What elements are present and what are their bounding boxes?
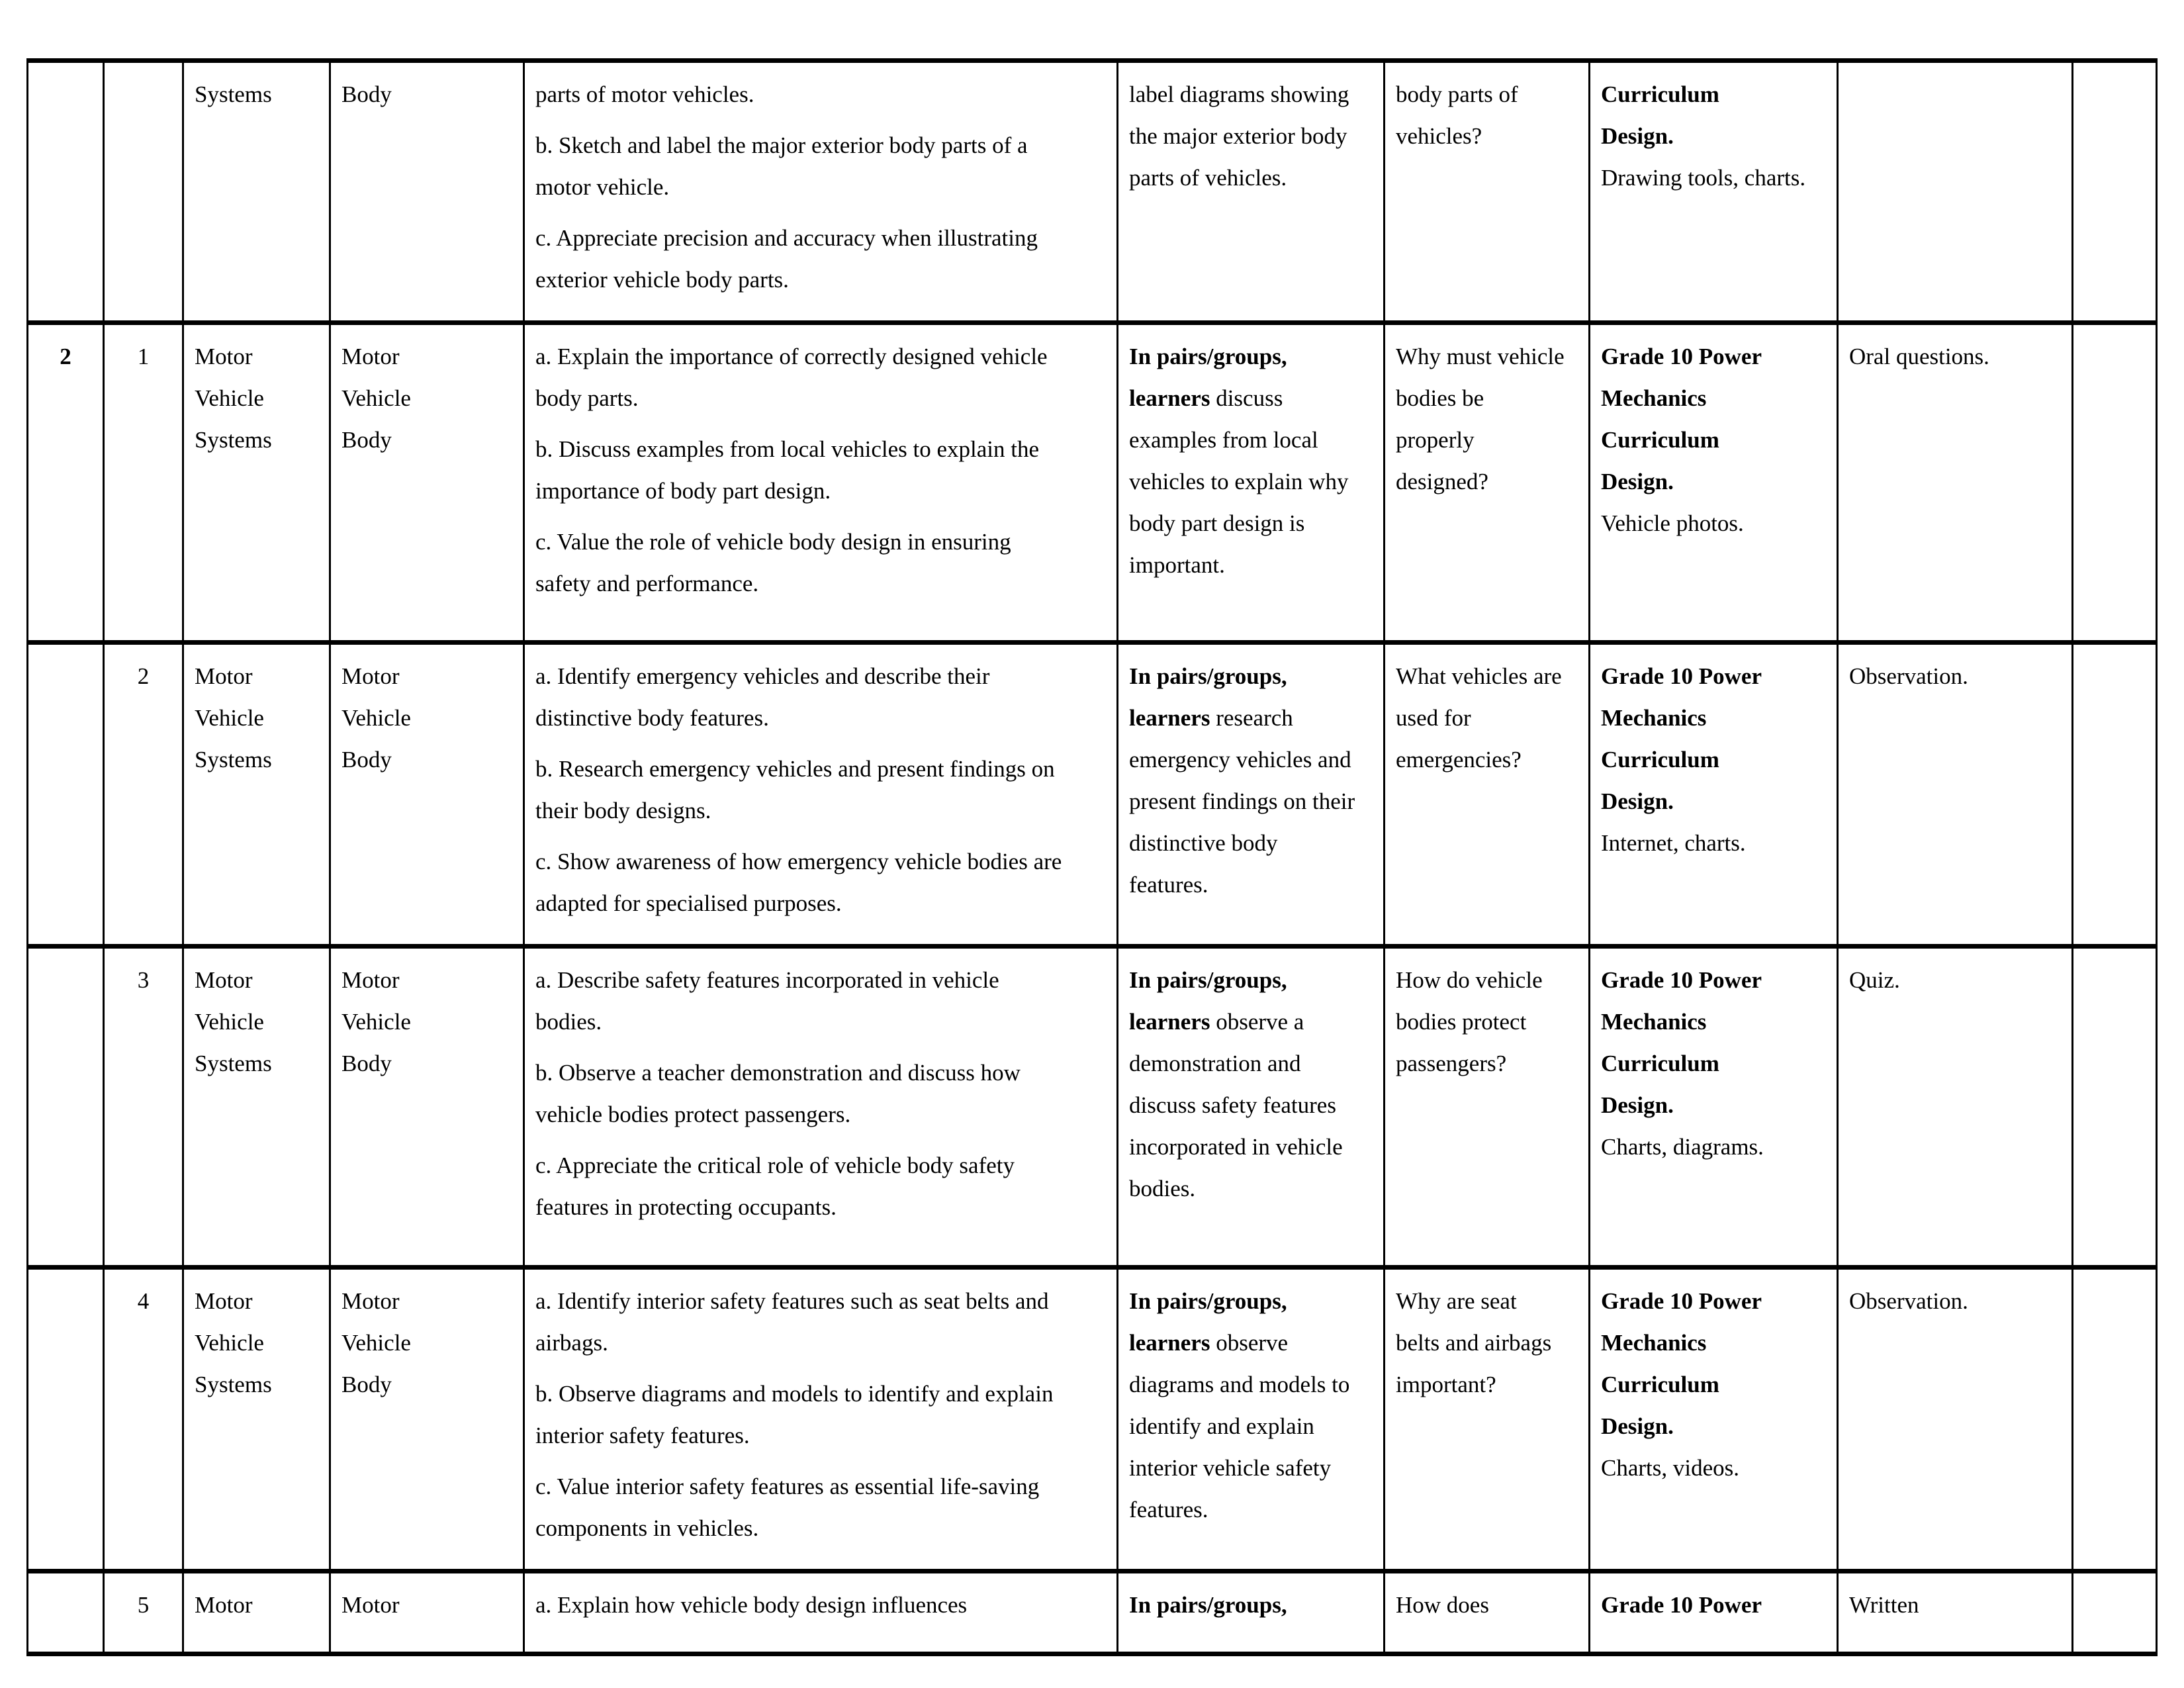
cell-inquiry: [1385, 323, 1590, 643]
lesson-number: 1: [137, 344, 150, 369]
resources-bold-line: Design.: [1601, 1092, 1674, 1118]
experiences-bold: In pairs/groups, learners: [1129, 663, 1287, 731]
experiences-rest: observe a demonstration and discuss safety features incorporated in vehicle bodies.: [1129, 1009, 1343, 1201]
assessment-text: Quiz.: [1849, 967, 1900, 993]
cell-strand: [183, 947, 330, 1268]
cell-remarks: [2073, 1571, 2157, 1654]
outcome-paragraph: b. Discuss examples from local vehicles to explain the importance of body part design.: [535, 436, 1040, 504]
strand-line: Systems: [195, 1051, 272, 1076]
resources-bold-line: Curriculum: [1601, 747, 1719, 773]
cell-lesson: [104, 61, 183, 323]
strand-line: Motor: [195, 344, 253, 369]
cell-strand: [183, 1571, 330, 1654]
experiences-paragraph: [1129, 336, 1357, 586]
lesson-number: 5: [137, 1592, 150, 1618]
resources-rest: Charts, videos.: [1601, 1455, 1740, 1481]
strand-line: Systems: [195, 1372, 272, 1397]
inquiry-question: Why are seat belts and airbags important?: [1396, 1288, 1552, 1397]
cell-resources: [1590, 61, 1838, 323]
substrand-line: Body: [341, 1051, 392, 1076]
strand-line: Systems: [195, 81, 272, 107]
substrand-line: Motor: [341, 663, 400, 689]
cell-lesson: [104, 1571, 183, 1654]
resources-bold-line: Grade 10 Power: [1601, 967, 1762, 993]
cell-inquiry: [1385, 643, 1590, 947]
resources-bold-line: Mechanics: [1601, 1330, 1707, 1356]
scheme-of-work-table: [26, 58, 2158, 1656]
resources-bold-line: Design.: [1601, 123, 1674, 149]
substrand-line: Vehicle: [341, 705, 411, 731]
experiences-rest: research emergency vehicles and present findings on their distinctive body features.: [1129, 705, 1355, 898]
cell-inquiry: [1385, 1268, 1590, 1571]
cell-outcomes: [524, 1571, 1118, 1654]
inquiry-question: How do vehicle bodies protect passengers?: [1396, 967, 1543, 1076]
cell-assessment: [1838, 323, 2073, 643]
strand-line: Motor: [195, 663, 253, 689]
experiences-bold: In pairs/groups, learners: [1129, 1288, 1287, 1356]
cell-resources: [1590, 323, 1838, 643]
outcome-paragraph: b. Observe diagrams and models to identify and explain interior safety features.: [535, 1381, 1054, 1448]
experiences-rest: label diagrams showing the major exterior body parts of vehicles.: [1129, 81, 1349, 191]
resources-rest: Vehicle photos.: [1601, 510, 1744, 536]
cell-outcomes: [524, 1268, 1118, 1571]
strand-line: Motor: [195, 967, 253, 993]
week-number: 2: [60, 344, 71, 369]
outcome-paragraph: b. Observe a teacher demonstration and discuss how vehicle bodies protect passengers.: [535, 1060, 1021, 1127]
lesson-number: 4: [137, 1288, 150, 1314]
cell-week: [28, 323, 104, 643]
cell-strand: [183, 61, 330, 323]
resources-bold-line: Grade 10 Power: [1601, 1592, 1762, 1618]
outcome-paragraph: c. Show awareness of how emergency vehicle bodies are adapted for specialised purposes.: [535, 849, 1062, 916]
substrand-line: Body: [341, 81, 392, 107]
resources-rest: Drawing tools, charts.: [1601, 165, 1806, 191]
resources-bold-line: Grade 10 Power: [1601, 663, 1762, 689]
resources-bold-line: Curriculum: [1601, 81, 1719, 107]
cell-lesson: [104, 323, 183, 643]
resources-bold-line: Design.: [1601, 469, 1674, 494]
cell-strand: [183, 1268, 330, 1571]
inquiry-question: How does: [1396, 1592, 1489, 1618]
substrand-line: Motor: [341, 967, 400, 993]
cell-experiences: [1118, 323, 1385, 643]
resources-bold-line: Grade 10 Power: [1601, 344, 1762, 369]
resources-bold-line: Grade 10 Power: [1601, 1288, 1762, 1314]
outcome-paragraph: b. Sketch and label the major exterior body parts of a motor vehicle.: [535, 132, 1028, 200]
cell-inquiry: [1385, 1571, 1590, 1654]
cell-substrand: [330, 1571, 524, 1654]
strand-line: Vehicle: [195, 1009, 264, 1035]
assessment-text: Observation.: [1849, 663, 1968, 689]
cell-lesson: [104, 643, 183, 947]
lesson-number: 2: [137, 663, 150, 689]
assessment-text: Observation.: [1849, 1288, 1968, 1314]
cell-assessment: [1838, 1268, 2073, 1571]
inquiry-question: body parts of vehicles?: [1396, 81, 1518, 149]
inquiry-question: Why must vehicle bodies be properly designed?: [1396, 344, 1565, 494]
strand-line: Motor: [195, 1288, 253, 1314]
outcome-paragraph: a. Identify emergency vehicles and describe their distinctive body features.: [535, 663, 990, 731]
cell-substrand: [330, 1268, 524, 1571]
cell-experiences: [1118, 1571, 1385, 1654]
substrand-line: Motor: [341, 1592, 400, 1618]
cell-week: [28, 947, 104, 1268]
resources-bold-line: Curriculum: [1601, 1051, 1719, 1076]
substrand-line: Body: [341, 747, 392, 773]
cell-remarks: [2073, 947, 2157, 1268]
experiences-paragraph: [1129, 1584, 1357, 1626]
strand-line: Motor: [195, 1592, 253, 1618]
cell-assessment: [1838, 947, 2073, 1268]
strand-line: Systems: [195, 427, 272, 453]
cell-experiences: [1118, 643, 1385, 947]
cell-remarks: [2073, 643, 2157, 947]
cell-week: [28, 1268, 104, 1571]
outcome-paragraph: c. Value interior safety features as essential life-saving components in vehicles.: [535, 1474, 1040, 1541]
outcome-paragraph: b. Research emergency vehicles and present findings on their body designs.: [535, 756, 1055, 823]
resources-rest: Internet, charts.: [1601, 830, 1746, 856]
resources-bold-line: Mechanics: [1601, 385, 1707, 411]
substrand-line: Body: [341, 427, 392, 453]
experiences-paragraph: [1129, 73, 1357, 199]
cell-substrand: [330, 61, 524, 323]
table-row: [28, 643, 2157, 947]
cell-resources: [1590, 1268, 1838, 1571]
strand-line: Vehicle: [195, 385, 264, 411]
outcome-paragraph: a. Explain how vehicle body design influences: [535, 1592, 968, 1618]
inquiry-question: What vehicles are used for emergencies?: [1396, 663, 1562, 773]
experiences-rest: discuss examples from local vehicles to explain why body part design is important.: [1129, 385, 1349, 578]
cell-outcomes: [524, 643, 1118, 947]
resources-bold-line: Design.: [1601, 788, 1674, 814]
strand-line: Vehicle: [195, 705, 264, 731]
substrand-line: Vehicle: [341, 385, 411, 411]
experiences-paragraph: [1129, 1280, 1357, 1530]
resources-bold-line: Mechanics: [1601, 705, 1707, 731]
table-row: [28, 1268, 2157, 1571]
resources-bold-line: Mechanics: [1601, 1009, 1707, 1035]
cell-outcomes: [524, 947, 1118, 1268]
cell-lesson: [104, 947, 183, 1268]
cell-strand: [183, 323, 330, 643]
experiences-bold: In pairs/groups, learners: [1129, 344, 1287, 411]
table-row: [28, 947, 2157, 1268]
outcome-paragraph: c. Appreciate the critical role of vehicle body safety features in protecting occupants.: [535, 1152, 1015, 1220]
experiences-paragraph: [1129, 655, 1357, 906]
cell-week: [28, 61, 104, 323]
outcome-paragraph: parts of motor vehicles.: [535, 81, 754, 107]
table-row: [28, 323, 2157, 643]
strand-line: Vehicle: [195, 1330, 264, 1356]
cell-resources: [1590, 643, 1838, 947]
cell-outcomes: [524, 61, 1118, 323]
table-row: [28, 61, 2157, 323]
assessment-text: Written: [1849, 1592, 1919, 1618]
lesson-number: 3: [137, 967, 150, 993]
cell-lesson: [104, 1268, 183, 1571]
cell-substrand: [330, 947, 524, 1268]
strand-line: Systems: [195, 747, 272, 773]
cell-week: [28, 643, 104, 947]
cell-inquiry: [1385, 61, 1590, 323]
outcome-paragraph: a. Identify interior safety features such as seat belts and airbags.: [535, 1288, 1049, 1356]
resources-bold-line: Curriculum: [1601, 427, 1719, 453]
resources-bold-line: Curriculum: [1601, 1372, 1719, 1397]
cell-remarks: [2073, 61, 2157, 323]
experiences-bold: In pairs/groups,: [1129, 1592, 1287, 1618]
cell-strand: [183, 643, 330, 947]
outcome-paragraph: a. Explain the importance of correctly designed vehicle body parts.: [535, 344, 1048, 411]
cell-substrand: [330, 643, 524, 947]
cell-experiences: [1118, 61, 1385, 323]
table-row: [28, 1571, 2157, 1654]
cell-remarks: [2073, 323, 2157, 643]
substrand-line: Motor: [341, 1288, 400, 1314]
cell-resources: [1590, 1571, 1838, 1654]
cell-substrand: [330, 323, 524, 643]
experiences-paragraph: [1129, 959, 1357, 1209]
substrand-line: Body: [341, 1372, 392, 1397]
experiences-rest: observe diagrams and models to identify and explain interior vehicle safety features.: [1129, 1330, 1350, 1523]
cell-assessment: [1838, 1571, 2073, 1654]
outcome-paragraph: a. Describe safety features incorporated in vehicle bodies.: [535, 967, 999, 1035]
assessment-text: Oral questions.: [1849, 344, 1989, 369]
cell-assessment: [1838, 61, 2073, 323]
substrand-line: Motor: [341, 344, 400, 369]
substrand-line: Vehicle: [341, 1009, 411, 1035]
outcome-paragraph: c. Value the role of vehicle body design in ensuring safety and performance.: [535, 529, 1011, 596]
outcome-paragraph: c. Appreciate precision and accuracy when illustrating exterior vehicle body parts.: [535, 225, 1038, 293]
cell-inquiry: [1385, 947, 1590, 1268]
resources-bold-line: Design.: [1601, 1413, 1674, 1439]
substrand-line: Vehicle: [341, 1330, 411, 1356]
cell-week: [28, 1571, 104, 1654]
cell-experiences: [1118, 1268, 1385, 1571]
cell-resources: [1590, 947, 1838, 1268]
resources-rest: Charts, diagrams.: [1601, 1134, 1764, 1160]
cell-experiences: [1118, 947, 1385, 1268]
cell-assessment: [1838, 643, 2073, 947]
experiences-bold: In pairs/groups, learners: [1129, 967, 1287, 1035]
cell-remarks: [2073, 1268, 2157, 1571]
cell-outcomes: [524, 323, 1118, 643]
